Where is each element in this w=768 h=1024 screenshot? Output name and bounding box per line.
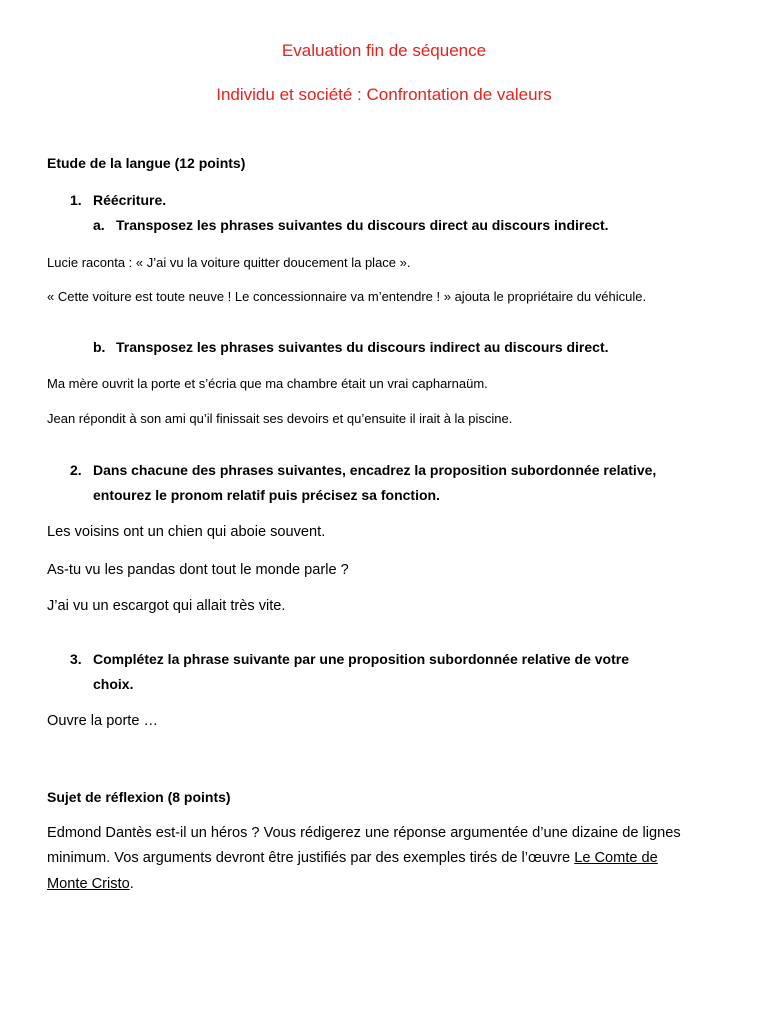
question-1b-letter: b. [93, 339, 106, 355]
question-1-label: Réécriture. [93, 192, 167, 208]
section-heading-reflexion: Sujet de réflexion (8 points) [47, 789, 231, 805]
exercise-sentence: Les voisins ont un chien qui aboie souvent. [47, 524, 326, 540]
reflexion-text-line2 [47, 850, 658, 866]
question-2-text-line1: Dans chacune des phrases suivantes, encadrez la proposition subordonnée relative, [93, 462, 657, 478]
work-title-part1: Le Comte de [574, 850, 658, 866]
exercise-sentence: J’ai vu un escargot qui allait très vite. [47, 598, 286, 614]
question-1b-instruction: Transposez les phrases suivantes du discours indirect au discours direct. [116, 339, 609, 355]
work-title-part2: Monte Cristo [47, 876, 130, 892]
question-3-text-line1: Complétez la phrase suivante par une proposition subordonnée relative de votre [93, 651, 630, 667]
document-title: Evaluation fin de séquence [281, 41, 487, 60]
reflexion-text-end: . [129, 876, 134, 892]
exercise-sentence: « Cette voiture est toute neuve ! Le concessionnaire va m’entendre ! » ajouta le propriétaire du véhicule. [47, 289, 647, 304]
reflexion-text-line1: Edmond Dantès est-il un héros ? Vous rédigerez une réponse argumentée d’une dizaine de lignes [47, 825, 681, 841]
reflexion-text-prefix: minimum. Vos arguments devront être justifiés par des exemples tirés de l’œuvre [47, 850, 575, 866]
question-3-number: 3. [70, 651, 82, 667]
question-3-text-line2: choix. [93, 676, 134, 692]
question-2-text-line2: entourez le pronom relatif puis précisez sa fonction. [93, 487, 440, 503]
exercise-sentence: Ouvre la porte … [47, 713, 159, 729]
exercise-sentence: As-tu vu les pandas dont tout le monde parle ? [47, 562, 349, 578]
question-1a-letter: a. [93, 217, 105, 233]
question-1a-instruction: Transposez les phrases suivantes du discours direct au discours indirect. [116, 217, 609, 233]
question-2-number: 2. [70, 462, 82, 478]
question-1-number: 1. [70, 192, 82, 208]
section-heading-langue: Etude de la langue (12 points) [47, 155, 246, 171]
exercise-sentence: Lucie raconta : « J’ai vu la voiture quitter doucement la place ». [47, 255, 411, 270]
reflexion-text-line3 [47, 876, 134, 892]
exercise-sentence: Ma mère ouvrit la porte et s’écria que ma chambre était un vrai capharnaüm. [47, 376, 488, 391]
document-subtitle: Individu et société : Confrontation de valeurs [216, 85, 552, 104]
exercise-sentence: Jean répondit à son ami qu’il finissait ses devoirs et qu’ensuite il irait à la piscine. [47, 411, 513, 426]
